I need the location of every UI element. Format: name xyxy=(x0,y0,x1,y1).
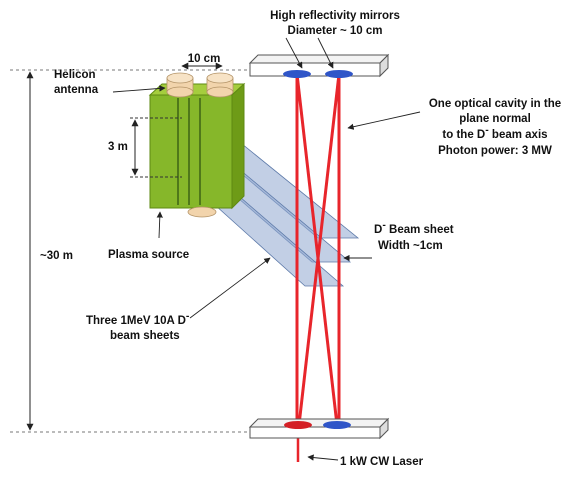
top-mirror-plate xyxy=(250,55,388,78)
cavity-label-line3: to the D- beam axis xyxy=(442,124,548,141)
three-sheets-label-line1: Three 1MeV 10A D- xyxy=(86,310,190,327)
bottom-mirror-plate xyxy=(250,419,388,438)
mirrors-label-line2: Diameter ~ 10 cm xyxy=(287,25,383,37)
helicon-label-line1: Helicon xyxy=(54,69,96,81)
plasma-source-label: Plasma source xyxy=(108,249,190,261)
laser-label: 1 kW CW Laser xyxy=(340,456,424,468)
cavity-label-line4: Photon power: 3 MW xyxy=(438,145,552,157)
beam-sheet-label: D- Beam sheet xyxy=(374,219,454,236)
cavity-label-line2: plane normal xyxy=(459,113,531,125)
three-sheets-label-line2: beam sheets xyxy=(110,330,180,342)
mirrors-label-line1: High reflectivity mirrors xyxy=(270,10,400,22)
beam-sheet-width-label: Width ~1cm xyxy=(378,240,443,252)
top-left-mirror xyxy=(283,70,311,78)
helicon-label-line2: antenna xyxy=(54,84,99,96)
plasma-source-box xyxy=(150,84,244,217)
bottom-right-mirror xyxy=(323,421,351,429)
height-3m-label: 3 m xyxy=(108,141,128,153)
top-right-mirror xyxy=(325,70,353,78)
width-10cm-label: 10 cm xyxy=(187,53,221,65)
cavity-label-line1: One optical cavity in the xyxy=(428,98,562,110)
bottom-left-mirror xyxy=(284,421,312,429)
height-30m-label: ~30 m xyxy=(40,250,73,262)
